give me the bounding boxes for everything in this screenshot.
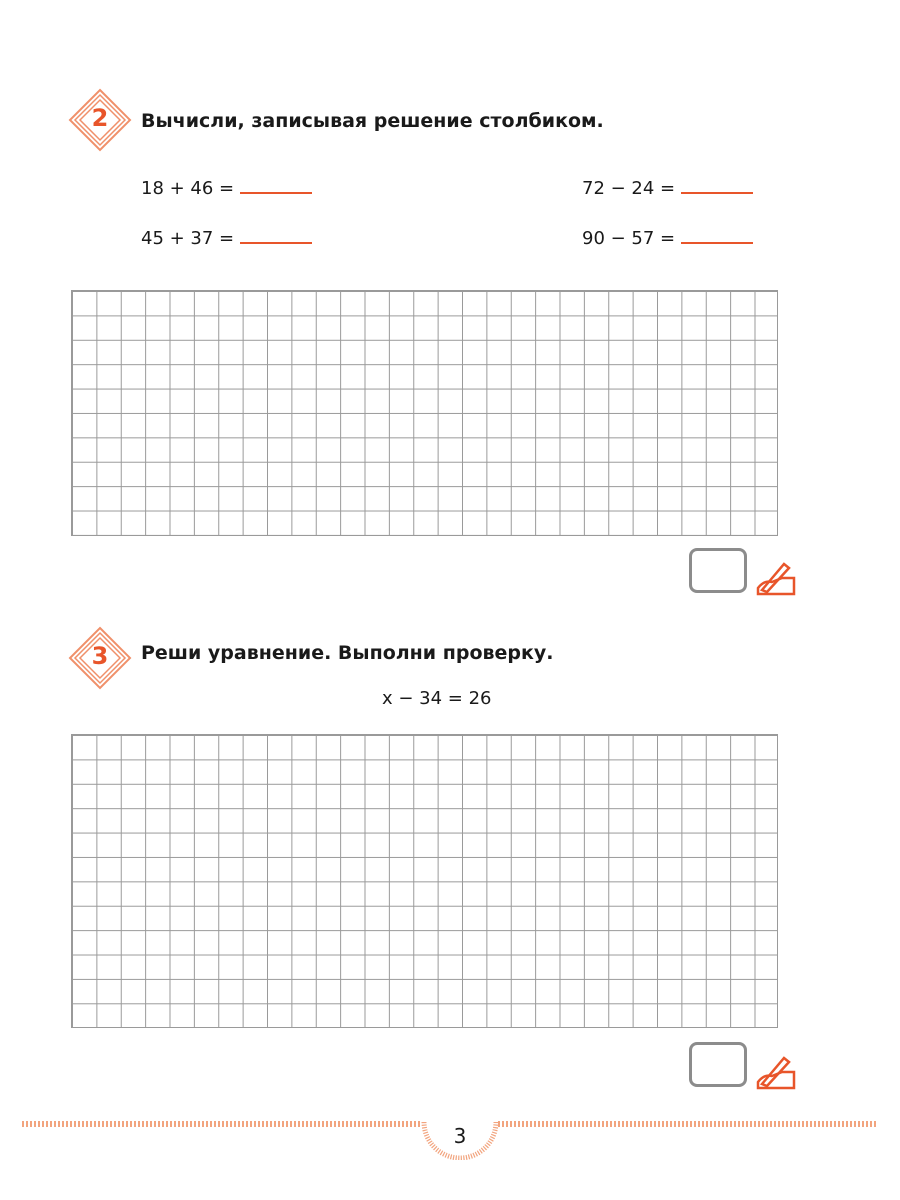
expression bbox=[141, 228, 312, 249]
pencil-hand-icon bbox=[754, 560, 796, 596]
expression-text: 18 + 46 = bbox=[141, 178, 235, 199]
page-number: 3 bbox=[453, 1124, 467, 1148]
expression bbox=[141, 178, 312, 199]
equation: x − 34 = 26 bbox=[382, 688, 492, 709]
footer-divider bbox=[498, 1121, 876, 1127]
writing-grid[interactable] bbox=[71, 290, 778, 536]
expression bbox=[582, 228, 753, 249]
answer-blank[interactable] bbox=[681, 192, 753, 194]
expression-text: 72 − 24 = bbox=[582, 178, 676, 199]
answer-blank[interactable] bbox=[240, 192, 312, 194]
pencil-hand-icon bbox=[754, 1054, 796, 1090]
expression-text: 45 + 37 = bbox=[141, 228, 235, 249]
expression-text: 90 − 57 = bbox=[582, 228, 676, 249]
task-number: 3 bbox=[91, 642, 109, 670]
score-box[interactable] bbox=[689, 1042, 747, 1087]
task-number: 2 bbox=[91, 104, 109, 132]
task-title: Реши уравнение. Выполни проверку. bbox=[141, 642, 554, 664]
answer-blank[interactable] bbox=[240, 242, 312, 244]
expression bbox=[582, 178, 753, 199]
score-box[interactable] bbox=[689, 548, 747, 593]
answer-blank[interactable] bbox=[681, 242, 753, 244]
footer-divider bbox=[22, 1121, 422, 1127]
writing-grid[interactable] bbox=[71, 734, 778, 1028]
task-title: Вычисли, записывая решение столбиком. bbox=[141, 110, 604, 132]
